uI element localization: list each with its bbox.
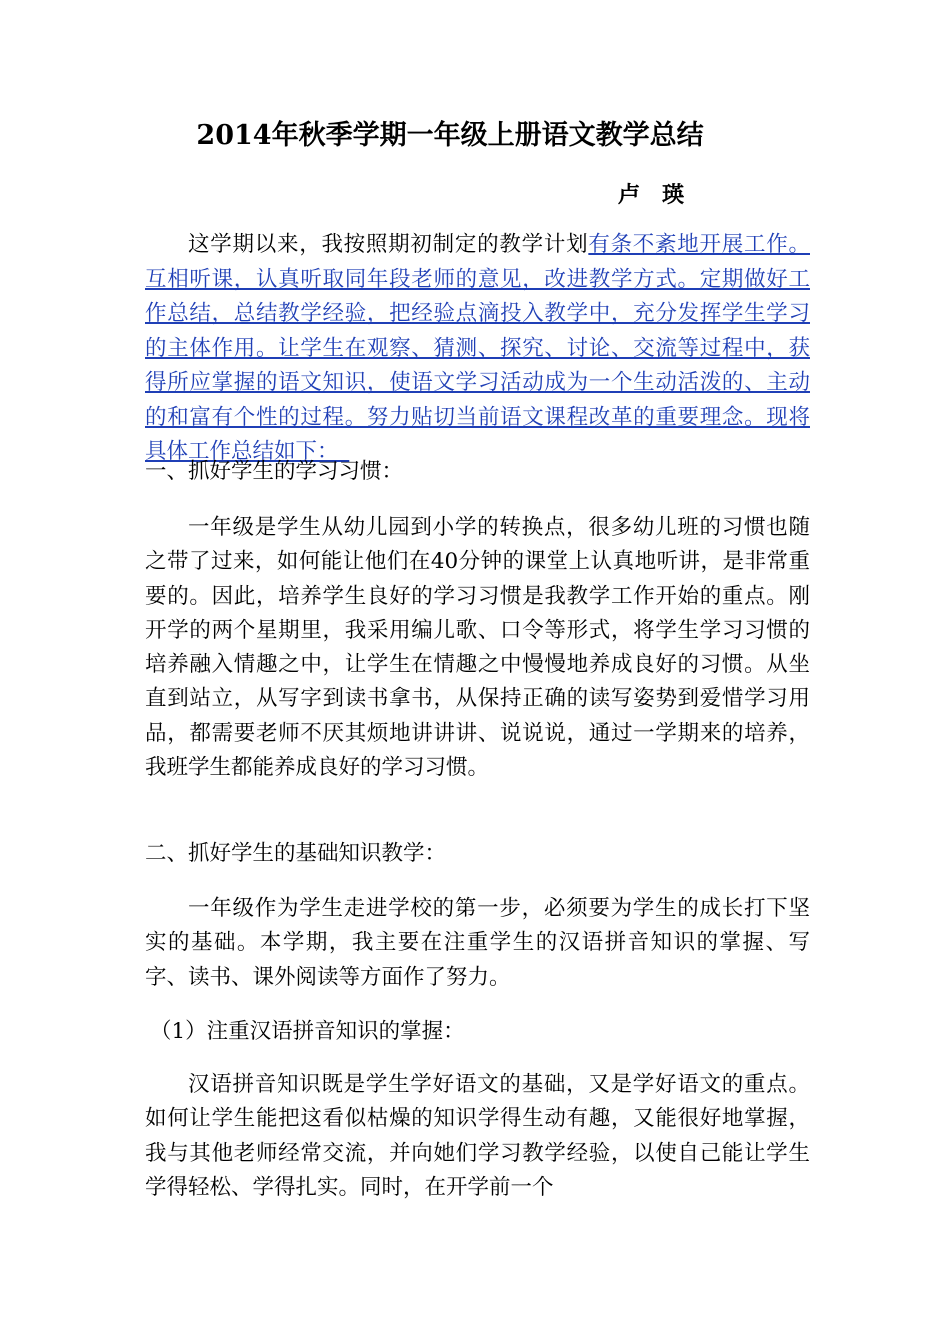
section-heading-basic-knowledge: 二、抓好学生的基础知识教学： (145, 841, 447, 866)
subsection-body-pinyin: 汉语拼音知识既是学生学好语文的基础，又是学好语文的重点。如何让学生能把这看似枯燥的知识学得生动有趣，又能很好地掌握，我与其他老师经常交流，并向她们学习教学经验，以使自己能让学生学得轻松、学得扎实。同时，在开学前一个 (145, 1072, 810, 1200)
author-name: 卢 瑛 (618, 182, 685, 208)
subsection-heading-pinyin: （1）注重汉语拼音知识的掌握： (150, 1019, 465, 1044)
section-heading-study-habits: 一、抓好学生的学习习惯： (145, 459, 404, 484)
section-body-study-habits: 一年级是学生从幼儿园到小学的转换点，很多幼儿班的习惯也随之带了过来，如何能让他们在40分钟的课堂上认真地听讲，是非常重要的。因此，培养学生良好的学习习惯是我教学工作开始的重点。刚开学的两个星期里，我采用编儿歌、口令等形式，将学生学习习惯的培养融入情趣之中，让学生在情趣之中慢慢地养成良好的习惯。从坐直到站立，从写字到读书拿书，从保持正确的读写姿势到爱惜学习用品，都需要老师不厌其烦地讲讲讲、说说说，通过一学期来的培养，我班学生都能养成良好的学习习惯。 (145, 515, 810, 781)
intro-hyperlink-text[interactable]: 有条不紊地开展工作。互相听课，认真听取同年段老师的意见，改进教学方式。定期做好工作总结，总结教学经验，把经验点滴投入教学中，充分发挥学生学习的主体作用。让学生在观察、猜测、探究、讨论、交流等过程中，获得所应掌握的语文知识，使语文学习活动成为一个生动活泼的、主动的和富有个性的过程。努力贴切当前语文课程改革的重要理念。现将具体工作总结如下： (145, 232, 810, 464)
section-body-basic-knowledge: 一年级作为学生走进学校的第一步，必须要为学生的成长打下坚实的基础。本学期，我主要在注重学生的汉语拼音知识的掌握、写字、读书、课外阅读等方面作了努力。 (145, 896, 810, 990)
document-title: 2014年秋季学期一年级上册语文教学总结 (196, 120, 704, 151)
intro-plain-text: 这学期以来，我按照期初制定的教学计划 (188, 232, 589, 257)
intro-paragraph (145, 228, 810, 470)
